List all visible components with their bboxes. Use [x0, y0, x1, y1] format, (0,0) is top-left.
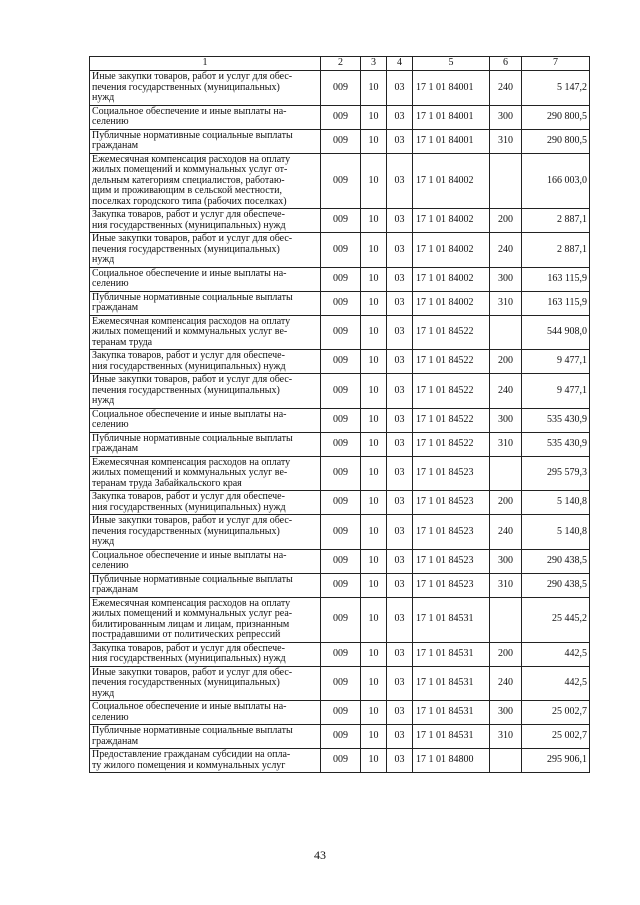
target-article-code: 17 1 01 84522: [413, 408, 490, 432]
table-row: [90, 233, 590, 268]
subsection-code: 03: [387, 209, 413, 233]
target-article-code: 17 1 01 84002: [413, 267, 490, 291]
row-description: Закупка товаров, работ и услуг для обеспече- ния государственных (муниципальных) нужд: [90, 642, 321, 666]
table-row: [90, 725, 590, 749]
table-row: [90, 153, 590, 209]
subsection-code: 03: [387, 573, 413, 597]
ministry-code: 009: [321, 725, 361, 749]
ministry-code: 009: [321, 491, 361, 515]
table-row: [90, 408, 590, 432]
target-article-code: 17 1 01 84531: [413, 701, 490, 725]
subsection-code: 03: [387, 291, 413, 315]
target-article-code: 17 1 01 84531: [413, 725, 490, 749]
expense-type-code: 300: [490, 549, 522, 573]
target-article-code: 17 1 01 84531: [413, 642, 490, 666]
table-row: [90, 105, 590, 129]
row-description: Закупка товаров, работ и услуг для обеспече- ния государственных (муниципальных) нужд: [90, 350, 321, 374]
row-description: Социальное обеспечение и иные выплаты на- селению: [90, 105, 321, 129]
header-row: [90, 57, 590, 71]
ministry-code: 009: [321, 749, 361, 773]
target-article-code: 17 1 01 84001: [413, 129, 490, 153]
subsection-code: 03: [387, 408, 413, 432]
target-article-code: 17 1 01 84002: [413, 233, 490, 268]
column-header-6: 6: [490, 57, 522, 71]
subsection-code: 03: [387, 701, 413, 725]
section-code: 10: [361, 515, 387, 550]
ministry-code: 009: [321, 432, 361, 456]
amount-value: 535 430,9: [522, 408, 590, 432]
subsection-code: 03: [387, 456, 413, 491]
expense-type-code: 300: [490, 408, 522, 432]
subsection-code: 03: [387, 71, 413, 106]
column-header-4: 4: [387, 57, 413, 71]
section-code: 10: [361, 432, 387, 456]
row-description: Публичные нормативные социальные выплаты гражданам: [90, 725, 321, 749]
expense-type-code: 310: [490, 291, 522, 315]
amount-value: 290 800,5: [522, 129, 590, 153]
row-description: Социальное обеспечение и иные выплаты на- селению: [90, 408, 321, 432]
amount-value: 544 908,0: [522, 315, 590, 350]
section-code: 10: [361, 105, 387, 129]
subsection-code: 03: [387, 749, 413, 773]
section-code: 10: [361, 153, 387, 209]
amount-value: 295 579,3: [522, 456, 590, 491]
target-article-code: 17 1 01 84531: [413, 666, 490, 701]
column-header-1: 1: [90, 57, 321, 71]
amount-value: 295 906,1: [522, 749, 590, 773]
section-code: 10: [361, 573, 387, 597]
table-row: [90, 432, 590, 456]
amount-value: 9 477,1: [522, 374, 590, 409]
table-row: [90, 374, 590, 409]
subsection-code: 03: [387, 153, 413, 209]
table-row: [90, 350, 590, 374]
expense-type-code: 200: [490, 491, 522, 515]
section-code: 10: [361, 549, 387, 573]
row-description: Ежемесячная компенсация расходов на оплату жилых помещений и коммунальных услуг от- дельным категориям специалистов, работаю- щим и проживающим в сельской местности, поселках городского типа (рабочих поселках): [90, 153, 321, 209]
target-article-code: 17 1 01 84522: [413, 374, 490, 409]
amount-value: 25 002,7: [522, 701, 590, 725]
row-description: Социальное обеспечение и иные выплаты на- селению: [90, 701, 321, 725]
section-code: 10: [361, 315, 387, 350]
expense-type-code: [490, 597, 522, 642]
amount-value: 9 477,1: [522, 350, 590, 374]
subsection-code: 03: [387, 105, 413, 129]
ministry-code: 009: [321, 515, 361, 550]
target-article-code: 17 1 01 84531: [413, 597, 490, 642]
section-code: 10: [361, 701, 387, 725]
row-description: Социальное обеспечение и иные выплаты на- селению: [90, 267, 321, 291]
table-row: [90, 291, 590, 315]
section-code: 10: [361, 666, 387, 701]
amount-value: 163 115,9: [522, 291, 590, 315]
row-description: Иные закупки товаров, работ и услуг для обес- печения государственных (муниципальных) нужд: [90, 374, 321, 409]
section-code: 10: [361, 597, 387, 642]
target-article-code: 17 1 01 84800: [413, 749, 490, 773]
expense-type-code: 200: [490, 350, 522, 374]
expense-type-code: [490, 315, 522, 350]
section-code: 10: [361, 209, 387, 233]
expense-type-code: 200: [490, 209, 522, 233]
section-code: 10: [361, 456, 387, 491]
section-code: 10: [361, 267, 387, 291]
subsection-code: 03: [387, 432, 413, 456]
target-article-code: 17 1 01 84523: [413, 573, 490, 597]
section-code: 10: [361, 129, 387, 153]
subsection-code: 03: [387, 374, 413, 409]
amount-value: 5 147,2: [522, 71, 590, 106]
amount-value: 5 140,8: [522, 515, 590, 550]
expense-type-code: 310: [490, 725, 522, 749]
section-code: 10: [361, 350, 387, 374]
ministry-code: 009: [321, 408, 361, 432]
expense-type-code: 240: [490, 515, 522, 550]
subsection-code: 03: [387, 515, 413, 550]
page-number: 43: [314, 848, 326, 862]
ministry-code: 009: [321, 642, 361, 666]
target-article-code: 17 1 01 84002: [413, 209, 490, 233]
table-row: [90, 515, 590, 550]
amount-value: 5 140,8: [522, 491, 590, 515]
subsection-code: 03: [387, 129, 413, 153]
subsection-code: 03: [387, 267, 413, 291]
ministry-code: 009: [321, 267, 361, 291]
ministry-code: 009: [321, 374, 361, 409]
ministry-code: 009: [321, 666, 361, 701]
expense-type-code: 300: [490, 267, 522, 291]
expense-type-code: 310: [490, 129, 522, 153]
table-body: [90, 71, 590, 773]
ministry-code: 009: [321, 573, 361, 597]
table-row: [90, 456, 590, 491]
row-description: Публичные нормативные социальные выплаты гражданам: [90, 432, 321, 456]
subsection-code: 03: [387, 315, 413, 350]
section-code: 10: [361, 491, 387, 515]
target-article-code: 17 1 01 84522: [413, 315, 490, 350]
section-code: 10: [361, 374, 387, 409]
table-row: [90, 642, 590, 666]
expense-type-code: [490, 749, 522, 773]
amount-value: 163 115,9: [522, 267, 590, 291]
ministry-code: 009: [321, 549, 361, 573]
table-row: [90, 267, 590, 291]
section-code: 10: [361, 408, 387, 432]
expense-type-code: 300: [490, 105, 522, 129]
expense-type-code: 200: [490, 642, 522, 666]
amount-value: 290 438,5: [522, 573, 590, 597]
ministry-code: 009: [321, 129, 361, 153]
target-article-code: 17 1 01 84523: [413, 515, 490, 550]
column-header-3: 3: [361, 57, 387, 71]
ministry-code: 009: [321, 153, 361, 209]
expense-type-code: [490, 153, 522, 209]
ministry-code: 009: [321, 71, 361, 106]
amount-value: 166 003,0: [522, 153, 590, 209]
expense-type-code: 240: [490, 71, 522, 106]
target-article-code: 17 1 01 84523: [413, 549, 490, 573]
row-description: Иные закупки товаров, работ и услуг для обес- печения государственных (муниципальных) нужд: [90, 71, 321, 106]
amount-value: 442,5: [522, 666, 590, 701]
expense-type-code: [490, 456, 522, 491]
ministry-code: 009: [321, 105, 361, 129]
amount-value: 25 445,2: [522, 597, 590, 642]
subsection-code: 03: [387, 549, 413, 573]
target-article-code: 17 1 01 84523: [413, 491, 490, 515]
expense-type-code: 310: [490, 432, 522, 456]
subsection-code: 03: [387, 491, 413, 515]
target-article-code: 17 1 01 84523: [413, 456, 490, 491]
target-article-code: 17 1 01 84522: [413, 350, 490, 374]
table-row: [90, 597, 590, 642]
table-row: [90, 749, 590, 773]
ministry-code: 009: [321, 315, 361, 350]
column-header-2: 2: [321, 57, 361, 71]
amount-value: 290 800,5: [522, 105, 590, 129]
subsection-code: 03: [387, 666, 413, 701]
subsection-code: 03: [387, 233, 413, 268]
target-article-code: 17 1 01 84002: [413, 153, 490, 209]
amount-value: 25 002,7: [522, 725, 590, 749]
subsection-code: 03: [387, 725, 413, 749]
column-header-7: 7: [522, 57, 590, 71]
row-description: Иные закупки товаров, работ и услуг для обес- печения государственных (муниципальных) нужд: [90, 515, 321, 550]
amount-value: 290 438,5: [522, 549, 590, 573]
ministry-code: 009: [321, 701, 361, 725]
table-row: [90, 491, 590, 515]
row-description: Социальное обеспечение и иные выплаты на- селению: [90, 549, 321, 573]
amount-value: 2 887,1: [522, 209, 590, 233]
target-article-code: 17 1 01 84001: [413, 105, 490, 129]
table-row: [90, 666, 590, 701]
table-row: [90, 209, 590, 233]
ministry-code: 009: [321, 209, 361, 233]
row-description: Закупка товаров, работ и услуг для обеспече- ния государственных (муниципальных) нужд: [90, 491, 321, 515]
table-row: [90, 573, 590, 597]
row-description: Ежемесячная компенсация расходов на оплату жилых помещений и коммунальных услуг реа- билитированным лицам и лицам, признанным пострадавшими от политических репрессий: [90, 597, 321, 642]
target-article-code: 17 1 01 84001: [413, 71, 490, 106]
ministry-code: 009: [321, 597, 361, 642]
ministry-code: 009: [321, 233, 361, 268]
table-row: [90, 129, 590, 153]
expense-type-code: 240: [490, 233, 522, 268]
target-article-code: 17 1 01 84522: [413, 432, 490, 456]
column-header-5: 5: [413, 57, 490, 71]
row-description: Закупка товаров, работ и услуг для обеспече- ния государственных (муниципальных) нужд: [90, 209, 321, 233]
table-row: [90, 71, 590, 106]
ministry-code: 009: [321, 350, 361, 374]
target-article-code: 17 1 01 84002: [413, 291, 490, 315]
expense-type-code: 310: [490, 573, 522, 597]
row-description: Ежемесячная компенсация расходов на оплату жилых помещений и коммунальных услуг ве- теранам труда: [90, 315, 321, 350]
amount-value: 535 430,9: [522, 432, 590, 456]
subsection-code: 03: [387, 597, 413, 642]
section-code: 10: [361, 291, 387, 315]
section-code: 10: [361, 725, 387, 749]
row-description: Иные закупки товаров, работ и услуг для обес- печения государственных (муниципальных) нужд: [90, 233, 321, 268]
section-code: 10: [361, 642, 387, 666]
section-code: 10: [361, 749, 387, 773]
row-description: Публичные нормативные социальные выплаты гражданам: [90, 291, 321, 315]
row-description: Публичные нормативные социальные выплаты гражданам: [90, 573, 321, 597]
table-row: [90, 549, 590, 573]
row-description: Иные закупки товаров, работ и услуг для обес- печения государственных (муниципальных) нужд: [90, 666, 321, 701]
amount-value: 2 887,1: [522, 233, 590, 268]
row-description: Ежемесячная компенсация расходов на оплату жилых помещений и коммунальных услуг ве- теранам труда Забайкальского края: [90, 456, 321, 491]
expense-type-code: 240: [490, 666, 522, 701]
budget-table: [89, 56, 590, 773]
expense-type-code: 240: [490, 374, 522, 409]
subsection-code: 03: [387, 642, 413, 666]
section-code: 10: [361, 233, 387, 268]
amount-value: 442,5: [522, 642, 590, 666]
row-description: Публичные нормативные социальные выплаты гражданам: [90, 129, 321, 153]
ministry-code: 009: [321, 456, 361, 491]
table-row: [90, 315, 590, 350]
table-row: [90, 701, 590, 725]
ministry-code: 009: [321, 291, 361, 315]
subsection-code: 03: [387, 350, 413, 374]
row-description: Предоставление гражданам субсидии на опла- ту жилого помещения и коммунальных услуг: [90, 749, 321, 773]
section-code: 10: [361, 71, 387, 106]
expense-type-code: 300: [490, 701, 522, 725]
